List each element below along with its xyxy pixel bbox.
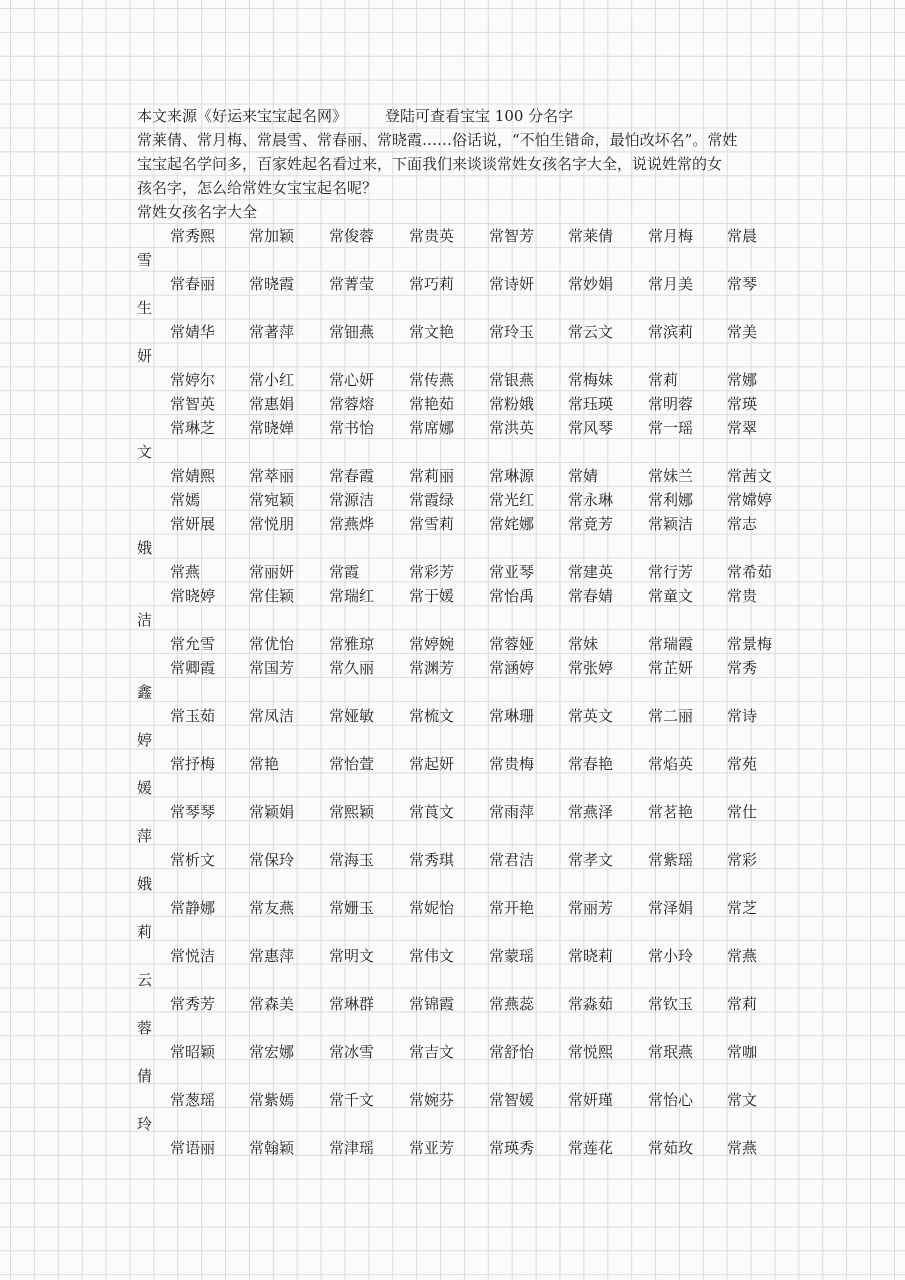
name-item: 常抒梅 xyxy=(170,755,216,773)
name-item: 常雪莉 xyxy=(409,515,455,533)
name-item: 常一瑶 xyxy=(648,419,694,437)
name-item: 常莲花 xyxy=(568,1139,614,1157)
name-item: 常钦玉 xyxy=(648,995,694,1013)
name-item: 常瑞霞 xyxy=(648,635,694,653)
name-item: 常燕泽 xyxy=(568,803,614,821)
name-continuation: 倩 xyxy=(137,1067,153,1085)
name-item: 常珉燕 xyxy=(648,1043,694,1061)
name-item: 常仕 xyxy=(727,803,758,821)
name-item: 常俊蓉 xyxy=(329,227,375,245)
name-item: 常渊芳 xyxy=(409,659,455,677)
name-item: 常咖 xyxy=(727,1043,758,1061)
name-item: 常婷婉 xyxy=(409,635,455,653)
name-item: 常琴琴 xyxy=(170,803,216,821)
name-item: 常冰雪 xyxy=(329,1043,375,1061)
name-item: 常静娜 xyxy=(170,899,216,917)
name-item: 常翰颖 xyxy=(249,1139,295,1157)
name-wrap-row xyxy=(137,296,777,320)
name-wrap-row xyxy=(137,608,777,632)
name-item: 常智英 xyxy=(170,395,216,413)
name-row xyxy=(137,1136,777,1160)
name-item: 常悦熙 xyxy=(568,1043,614,1061)
name-item: 常优怡 xyxy=(249,635,295,653)
name-row xyxy=(137,416,777,440)
name-item: 常开艳 xyxy=(489,899,535,917)
name-item: 常亚琴 xyxy=(489,563,535,581)
name-item: 常建英 xyxy=(568,563,614,581)
document-body xyxy=(137,104,777,1160)
name-item: 常婧 xyxy=(568,467,599,485)
name-item: 常贵 xyxy=(727,587,758,605)
name-item: 常晨 xyxy=(727,227,758,245)
name-item: 常彩芳 xyxy=(409,563,455,581)
name-item: 常著萍 xyxy=(249,323,295,341)
name-item: 常涵婷 xyxy=(489,659,535,677)
name-item: 常雅琼 xyxy=(329,635,375,653)
name-item: 常云文 xyxy=(568,323,614,341)
name-item: 常茗艳 xyxy=(648,803,694,821)
name-item: 常永琳 xyxy=(568,491,614,509)
name-item: 常茹玫 xyxy=(648,1139,694,1157)
login-link[interactable]: 登陆可查看宝宝 100 分名字 xyxy=(385,107,574,125)
name-item: 常妍瑾 xyxy=(568,1091,614,1109)
name-row xyxy=(137,320,777,344)
name-item: 常文 xyxy=(727,1091,758,1109)
name-item: 常美 xyxy=(727,323,758,341)
name-item: 常秀熙 xyxy=(170,227,216,245)
intro-line: 常莱倩、常月梅、常晨雪、常春丽、常晓霞……俗话说，“不怕生错命，最怕改坏名”。常姓 xyxy=(137,131,738,149)
name-item: 常友燕 xyxy=(249,899,295,917)
name-item: 常燕蕊 xyxy=(489,995,535,1013)
name-continuation: 妍 xyxy=(137,347,153,365)
name-item: 常泽娟 xyxy=(648,899,694,917)
name-item: 常秀芳 xyxy=(170,995,216,1013)
name-item: 常吉文 xyxy=(409,1043,455,1061)
name-item: 常翠 xyxy=(727,419,758,437)
name-row xyxy=(137,704,777,728)
name-item: 常瑞红 xyxy=(329,587,375,605)
name-item: 常张婷 xyxy=(568,659,614,677)
name-item: 常语丽 xyxy=(170,1139,216,1157)
name-item: 常瑛 xyxy=(727,395,758,413)
name-continuation: 云 xyxy=(137,971,153,989)
name-item: 常悦朋 xyxy=(249,515,295,533)
name-row xyxy=(137,800,777,824)
source-text: 本文来源《好运来宝宝起名网》 xyxy=(137,107,348,125)
name-row xyxy=(137,992,777,1016)
name-item: 常惠萍 xyxy=(249,947,295,965)
name-item: 常菁莹 xyxy=(329,275,375,293)
name-item: 常孝文 xyxy=(568,851,614,869)
name-row xyxy=(137,464,777,488)
name-row xyxy=(137,560,777,584)
name-item: 常诗妍 xyxy=(489,275,535,293)
name-item: 常起妍 xyxy=(409,755,455,773)
name-item: 常颖洁 xyxy=(648,515,694,533)
name-item: 常妹兰 xyxy=(648,467,694,485)
name-item: 常琳群 xyxy=(329,995,375,1013)
name-continuation: 莉 xyxy=(137,923,153,941)
names-list xyxy=(137,224,777,1160)
name-item: 常银燕 xyxy=(489,371,535,389)
name-item: 常婷尔 xyxy=(170,371,216,389)
name-item: 常巧莉 xyxy=(409,275,455,293)
name-row xyxy=(137,224,777,248)
name-item: 常亚芳 xyxy=(409,1139,455,1157)
name-item: 常小玲 xyxy=(648,947,694,965)
name-item: 常佳颖 xyxy=(249,587,295,605)
name-item: 常丽妍 xyxy=(249,563,295,581)
name-item: 常春婧 xyxy=(568,587,614,605)
name-continuation: 婷 xyxy=(137,731,153,749)
name-continuation: 文 xyxy=(137,443,153,461)
name-item: 常熙颖 xyxy=(329,803,375,821)
name-item: 常景梅 xyxy=(727,635,773,653)
name-item: 常莉丽 xyxy=(409,467,455,485)
name-item: 常国芳 xyxy=(249,659,295,677)
name-wrap-row xyxy=(137,536,777,560)
name-item: 常妮怡 xyxy=(409,899,455,917)
source-header xyxy=(137,104,777,128)
name-item: 常彩 xyxy=(727,851,758,869)
name-continuation: 媛 xyxy=(137,779,153,797)
name-item: 常婧熙 xyxy=(170,467,216,485)
name-item: 常丽芳 xyxy=(568,899,614,917)
name-item: 常萃丽 xyxy=(249,467,295,485)
name-wrap-row xyxy=(137,1064,777,1088)
name-wrap-row xyxy=(137,1016,777,1040)
name-item: 常月梅 xyxy=(648,227,694,245)
name-item: 常行芳 xyxy=(648,563,694,581)
name-item: 常春艳 xyxy=(568,755,614,773)
name-item: 常燕 xyxy=(727,1139,758,1157)
name-continuation: 娥 xyxy=(137,539,153,557)
name-wrap-row xyxy=(137,1112,777,1136)
name-item: 常雨萍 xyxy=(489,803,535,821)
name-item: 常希茹 xyxy=(727,563,773,581)
name-item: 常晓莉 xyxy=(568,947,614,965)
name-item: 常莱倩 xyxy=(568,227,614,245)
name-item: 常燕 xyxy=(170,563,201,581)
name-item: 常锦霞 xyxy=(409,995,455,1013)
name-row xyxy=(137,392,777,416)
name-row xyxy=(137,896,777,920)
name-item: 常燕 xyxy=(727,947,758,965)
name-item: 常莨文 xyxy=(409,803,455,821)
name-item: 常姹娜 xyxy=(489,515,535,533)
name-item: 常蓉娅 xyxy=(489,635,535,653)
name-wrap-row xyxy=(137,872,777,896)
name-item: 常惠娟 xyxy=(249,395,295,413)
name-item: 常葱瑶 xyxy=(170,1091,216,1109)
name-row xyxy=(137,848,777,872)
name-item: 常洪英 xyxy=(489,419,535,437)
name-item: 常婧华 xyxy=(170,323,216,341)
name-item: 常允雪 xyxy=(170,635,216,653)
name-item: 常伟文 xyxy=(409,947,455,965)
name-item: 常保玲 xyxy=(249,851,295,869)
name-item: 常森美 xyxy=(249,995,295,1013)
intro-line: 孩名字，怎么给常姓女宝宝起名呢？ xyxy=(137,179,378,197)
name-item: 常芷妍 xyxy=(648,659,694,677)
name-item: 常妙娟 xyxy=(568,275,614,293)
name-item: 常淼茹 xyxy=(568,995,614,1013)
name-item: 常晓霞 xyxy=(249,275,295,293)
name-item: 常析文 xyxy=(170,851,216,869)
name-row xyxy=(137,368,777,392)
name-item: 常芝 xyxy=(727,899,758,917)
name-item: 常燕烨 xyxy=(329,515,375,533)
name-item: 常千文 xyxy=(329,1091,375,1109)
name-item: 常心妍 xyxy=(329,371,375,389)
name-row xyxy=(137,1040,777,1064)
name-item: 常玲玉 xyxy=(489,323,535,341)
name-item: 常贵英 xyxy=(409,227,455,245)
name-item: 常春霞 xyxy=(329,467,375,485)
name-item: 常梅妹 xyxy=(568,371,614,389)
name-item: 常莉 xyxy=(648,371,679,389)
name-continuation: 鑫 xyxy=(137,683,153,701)
name-item: 常琳珊 xyxy=(489,707,535,725)
name-item: 常苑 xyxy=(727,755,758,773)
name-item: 常君洁 xyxy=(489,851,535,869)
name-item: 常琳源 xyxy=(489,467,535,485)
name-item: 常智芳 xyxy=(489,227,535,245)
name-item: 常梳文 xyxy=(409,707,455,725)
name-item: 常童文 xyxy=(648,587,694,605)
name-item: 常于媛 xyxy=(409,587,455,605)
name-item: 常琴 xyxy=(727,275,758,293)
name-item: 常霞绿 xyxy=(409,491,455,509)
name-wrap-row xyxy=(137,920,777,944)
section-title: 常姓女孩名字大全 xyxy=(137,203,258,221)
name-item: 常卿霞 xyxy=(170,659,216,677)
name-row xyxy=(137,944,777,968)
name-row xyxy=(137,512,777,536)
name-item: 常英文 xyxy=(568,707,614,725)
name-continuation: 雪 xyxy=(137,251,153,269)
name-item: 常舒怡 xyxy=(489,1043,535,1061)
name-item: 常嫣 xyxy=(170,491,201,509)
name-item: 常滨莉 xyxy=(648,323,694,341)
name-item: 常贵梅 xyxy=(489,755,535,773)
name-item: 常传燕 xyxy=(409,371,455,389)
name-item: 常小红 xyxy=(249,371,295,389)
name-item: 常久丽 xyxy=(329,659,375,677)
name-row xyxy=(137,272,777,296)
name-item: 常颖娟 xyxy=(249,803,295,821)
name-continuation: 蓉 xyxy=(137,1019,153,1037)
name-item: 常焰英 xyxy=(648,755,694,773)
name-item: 常加颖 xyxy=(249,227,295,245)
name-continuation: 娥 xyxy=(137,875,153,893)
name-item: 常津瑶 xyxy=(329,1139,375,1157)
name-item: 常琳芝 xyxy=(170,419,216,437)
name-item: 常二丽 xyxy=(648,707,694,725)
name-wrap-row xyxy=(137,968,777,992)
name-wrap-row xyxy=(137,248,777,272)
name-item: 常明蓉 xyxy=(648,395,694,413)
name-item: 常怡萱 xyxy=(329,755,375,773)
name-item: 常紫瑶 xyxy=(648,851,694,869)
name-wrap-row xyxy=(137,728,777,752)
name-wrap-row xyxy=(137,344,777,368)
name-item: 常文艳 xyxy=(409,323,455,341)
name-item: 常书怡 xyxy=(329,419,375,437)
name-item: 常紫嫣 xyxy=(249,1091,295,1109)
name-item: 常秀琪 xyxy=(409,851,455,869)
name-item: 常蓉熔 xyxy=(329,395,375,413)
name-item: 常晓婷 xyxy=(170,587,216,605)
name-item: 常姗玉 xyxy=(329,899,375,917)
name-item: 常艳 xyxy=(249,755,280,773)
name-item: 常宛颖 xyxy=(249,491,295,509)
name-item: 常蒙瑶 xyxy=(489,947,535,965)
name-item: 常源洁 xyxy=(329,491,375,509)
name-continuation: 生 xyxy=(137,299,153,317)
name-item: 常智媛 xyxy=(489,1091,535,1109)
name-item: 常霞 xyxy=(329,563,360,581)
name-item: 常怡心 xyxy=(648,1091,694,1109)
name-item: 常娅敏 xyxy=(329,707,375,725)
name-wrap-row xyxy=(137,440,777,464)
name-item: 常莉 xyxy=(727,995,758,1013)
name-item: 常瑛秀 xyxy=(489,1139,535,1157)
name-item: 常钿燕 xyxy=(329,323,375,341)
name-item: 常悦洁 xyxy=(170,947,216,965)
name-row xyxy=(137,1088,777,1112)
name-row xyxy=(137,488,777,512)
name-item: 常婉芬 xyxy=(409,1091,455,1109)
name-item: 常妹 xyxy=(568,635,599,653)
name-item: 常妍展 xyxy=(170,515,216,533)
name-item: 常志 xyxy=(727,515,758,533)
name-continuation: 洁 xyxy=(137,611,153,629)
name-row xyxy=(137,752,777,776)
name-wrap-row xyxy=(137,776,777,800)
name-row xyxy=(137,632,777,656)
name-item: 常嫦婷 xyxy=(727,491,773,509)
name-continuation: 萍 xyxy=(137,827,153,845)
name-wrap-row xyxy=(137,680,777,704)
name-item: 常光红 xyxy=(489,491,535,509)
name-item: 常秀 xyxy=(727,659,758,677)
name-item: 常凤洁 xyxy=(249,707,295,725)
intro-line: 宝宝起名学问多，百家姓起名看过来，下面我们来谈谈常姓女孩名字大全，说说姓常的女 xyxy=(137,155,723,173)
name-item: 常风琴 xyxy=(568,419,614,437)
name-continuation: 玲 xyxy=(137,1115,153,1133)
name-item: 常怡禹 xyxy=(489,587,535,605)
name-row xyxy=(137,656,777,680)
name-item: 常艳茹 xyxy=(409,395,455,413)
name-wrap-row xyxy=(137,824,777,848)
name-item: 常珏瑛 xyxy=(568,395,614,413)
name-item: 常娜 xyxy=(727,371,758,389)
name-item: 常昭颖 xyxy=(170,1043,216,1061)
name-item: 常春丽 xyxy=(170,275,216,293)
name-item: 常宏娜 xyxy=(249,1043,295,1061)
name-item: 常诗 xyxy=(727,707,758,725)
name-item: 常席娜 xyxy=(409,419,455,437)
name-row xyxy=(137,584,777,608)
name-item: 常茜文 xyxy=(727,467,773,485)
name-item: 常晓婵 xyxy=(249,419,295,437)
name-item: 常海玉 xyxy=(329,851,375,869)
name-item: 常玉茹 xyxy=(170,707,216,725)
name-item: 常明文 xyxy=(329,947,375,965)
name-item: 常利娜 xyxy=(648,491,694,509)
name-item: 常粉娥 xyxy=(489,395,535,413)
name-item: 常月美 xyxy=(648,275,694,293)
name-item: 常竟芳 xyxy=(568,515,614,533)
